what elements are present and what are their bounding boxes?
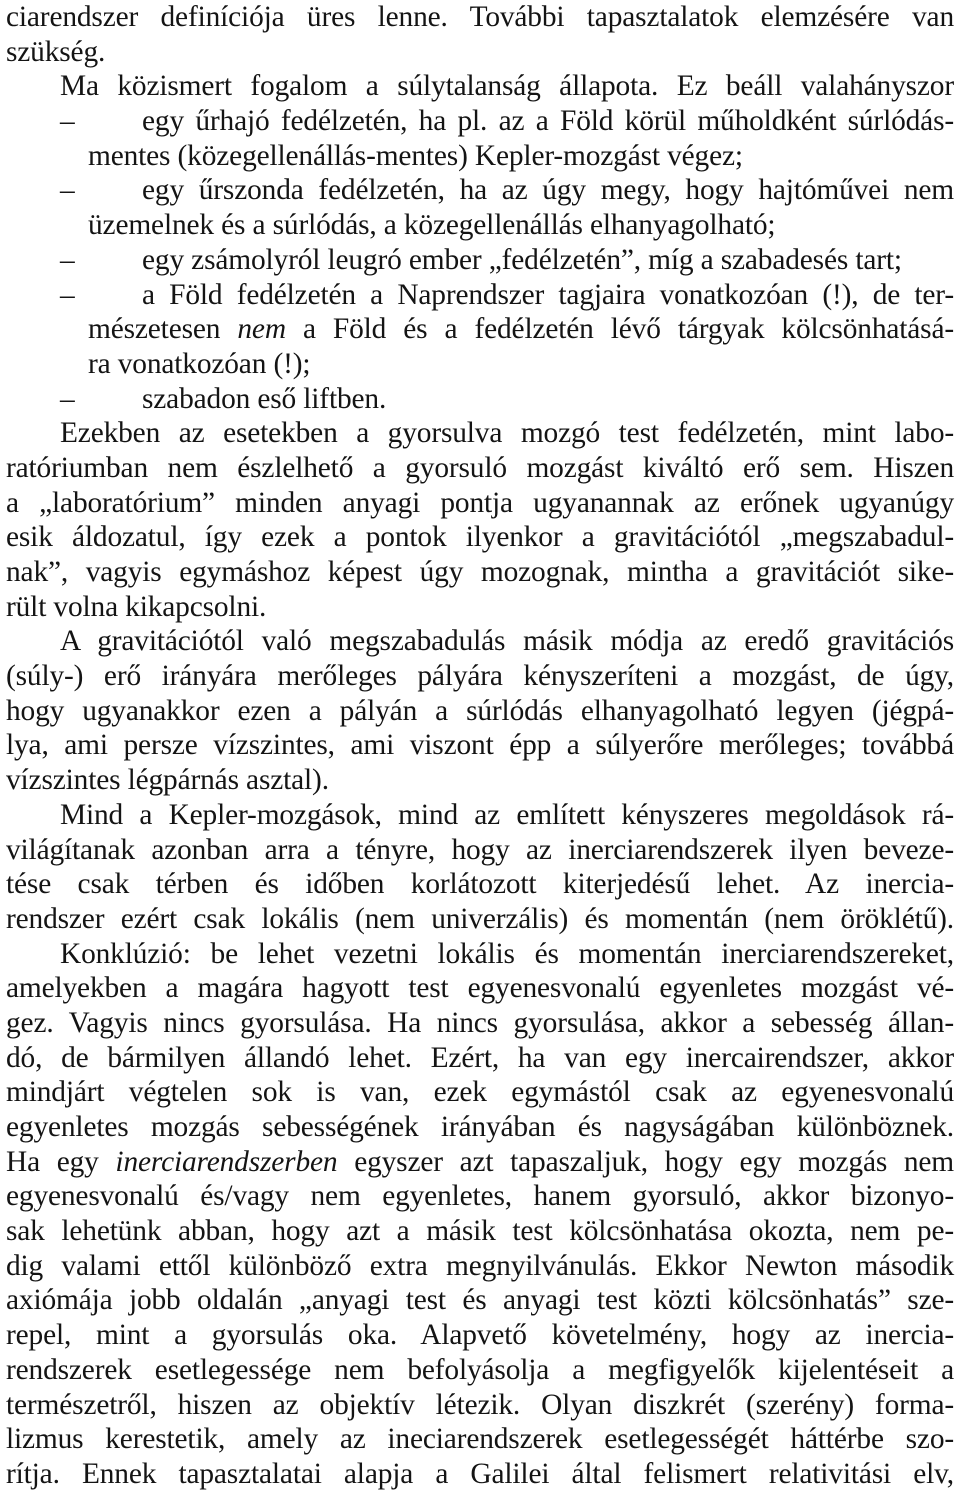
- text-line: [6, 590, 954, 625]
- text-segment: egy űrszonda fedélzetén, ha az úgy megy, hogy hajtóművei nem: [142, 174, 954, 207]
- text-line: [6, 1041, 954, 1076]
- text-segment: egy zsámolyról leugró ember „fedélzetén”, míg a szabadesés tart;: [142, 243, 902, 276]
- text-segment: egy űrhajó fedélzetén, ha pl. az a Föld körül műholdként súrlódás-: [142, 105, 954, 138]
- text-line: [6, 1422, 954, 1457]
- text-line: [6, 416, 954, 451]
- text-segment: egyszer azt tapaszaljuk, hogy egy mozgás nem: [337, 1145, 954, 1178]
- text-segment: axiómája jobb oldalán „anyagi test és anyagi test közti kölcsönhatás” sze-: [6, 1284, 954, 1317]
- text-segment: rendszerek esetlegessége nem befolyásolja a megfigyelők kijelentéseit a: [6, 1353, 954, 1386]
- text-segment: dig valami ettől különböző extra megnyilvánulás. Ekkor Newton második: [6, 1249, 954, 1282]
- text-line: [6, 312, 954, 347]
- text-segment: repel, mint a gyorsulás oka. Alapvető követelmény, hogy az inercia-: [6, 1319, 954, 1352]
- text-segment: rült volna kikapcsolni.: [6, 590, 267, 623]
- text-line: [6, 798, 954, 833]
- text-segment: a Föld és a fedélzetén lévő tárgyak kölcsönhatásá-: [285, 313, 954, 346]
- text-line: [6, 0, 954, 35]
- text-line: [6, 763, 954, 798]
- text-segment: nak”, vagyis egymáshoz képest úgy mozognak, mintha a gravitációt sike-: [6, 556, 954, 588]
- text-segment: ra vonatkozóan (!);: [88, 347, 311, 380]
- list-item-text: [142, 278, 954, 313]
- text-segment: amelyekben a magára hagyott test egyenesvonalú egyenletes mozgást vé-: [6, 972, 954, 1005]
- text-segment: esik áldozatul, így ezek a pontok ilyenkor a gravitációtól „megszabadul-: [6, 521, 954, 554]
- text-segment: Ha egy: [6, 1145, 116, 1178]
- text-segment: egyenesvonalú és/vagy nem egyenletes, hanem gyorsuló, akkor bizonyo-: [6, 1180, 954, 1213]
- text-segment: a „laboratórium” minden anyagi pontja ugyanannak az erőnek ugyanúgy: [6, 486, 954, 519]
- text-segment: (súly-) erő irányára merőleges pályára kényszeríteni a mozgást, de úgy,: [6, 660, 954, 693]
- text-line: [6, 104, 954, 139]
- text-line: [6, 139, 954, 174]
- text-line: [6, 1353, 954, 1388]
- text-line: [6, 1214, 954, 1249]
- text-segment: Ma közismert fogalom a súlytalanság állapota. Ez beáll valahányszor: [60, 70, 954, 103]
- text-segment: gez. Vagyis nincs gyorsulása. Ha nincs gyorsulása, akkor a sebesség állan-: [6, 1006, 954, 1039]
- text-segment: Konklúzió: be lehet vezetni lokális és momentán inerciarendszereket,: [60, 937, 954, 970]
- text-line: [6, 1075, 954, 1110]
- text-line: [6, 1318, 954, 1353]
- text-segment: világítanak azonban arra a tényre, hogy az inerciarendszerek ilyen beveze-: [6, 833, 954, 866]
- text-segment: Ezekben az esetekben a gyorsulva mozgó test fedélzetén, mint labo-: [60, 417, 954, 450]
- text-segment: rendszer ezért csak lokális (nem univerzális) és momentán (nem öröklétű).: [6, 902, 954, 935]
- text-line: [6, 35, 954, 70]
- text-segment: rítja. Ennek tapasztalatai alapja a Galilei által felismert relativitási elv,: [6, 1457, 954, 1490]
- text-segment: üzemelnek és a súrlódás, a közegellenállás elhanyagolható;: [88, 209, 776, 242]
- italic-text: nem: [237, 313, 286, 346]
- text-line: [6, 659, 954, 694]
- list-dash: –: [60, 174, 75, 207]
- text-line: [6, 902, 954, 937]
- list-item-text: [142, 243, 954, 278]
- text-segment: természetről, hiszen az objektív létezik. Olyan diszkrét (szerény) forma-: [6, 1388, 954, 1421]
- italic-text: inerciarendszerben: [115, 1145, 338, 1178]
- text-segment: A gravitációtól való megszabadulás másik módja az eredő gravitációs: [60, 625, 954, 658]
- text-segment: dó, de bármilyen állandó lehet. Ezért, ha van egy inercairendszer, akkor: [6, 1041, 954, 1074]
- text-segment: szabadon eső liftben.: [142, 382, 387, 415]
- list-dash: –: [60, 243, 75, 276]
- text-segment: mészetesen: [88, 313, 238, 346]
- text-segment: mindjárt végtelen sok is van, ezek egymástól csak az egyenesvonalú: [6, 1076, 954, 1109]
- text-segment: lya, ami persze vízszintes, ami viszont épp a súlyerőre merőleges; továbbá: [6, 729, 954, 762]
- text-segment: mentes (közegellenállás-mentes) Kepler-mozgást végez;: [88, 139, 743, 172]
- document-page: [6, 0, 954, 1492]
- text-line: [6, 728, 954, 763]
- text-line: [6, 555, 954, 590]
- text-segment: Mind a Kepler-mozgások, mind az említett kényszeres megoldások rá-: [60, 798, 954, 831]
- text-line: [6, 1145, 954, 1180]
- text-line: [6, 694, 954, 729]
- text-segment: hogy ugyanakkor ezen a pályán a súrlódás elhanyagolható legyen (jégpá-: [6, 694, 954, 727]
- text-segment: sak lehetünk abban, hogy azt a másik test kölcsönhatása okozta, nem pe-: [6, 1215, 954, 1248]
- text-line: [6, 278, 954, 313]
- text-line: [6, 451, 954, 486]
- list-dash: –: [60, 105, 75, 138]
- text-segment: egyenletes mozgás sebességének irányában és nagyságában különböznek.: [6, 1111, 954, 1143]
- text-line: [6, 1457, 954, 1492]
- text-line: [6, 867, 954, 902]
- text-segment: lizmus kerestetik, amely az ineciarendszerek esetlegességét háttérbe szo-: [6, 1423, 954, 1456]
- text-line: [6, 1388, 954, 1423]
- text-line: [6, 1283, 954, 1318]
- text-line: [6, 243, 954, 278]
- text-line: [6, 833, 954, 868]
- list-dash: –: [60, 278, 75, 311]
- list-dash: –: [60, 382, 75, 415]
- list-item-text: [142, 382, 954, 417]
- text-line: [6, 1110, 954, 1145]
- text-segment: a Föld fedélzetén a Naprendszer tagjaira vonatkozóan (!), de ter-: [142, 278, 954, 311]
- text-line: [6, 382, 954, 417]
- text-line: [6, 1179, 954, 1214]
- text-line: [6, 208, 954, 243]
- text-segment: ciarendszer definíciója üres lenne. További tapasztalatok elemzésére van: [6, 1, 954, 33]
- text-line: [6, 971, 954, 1006]
- text-line: [6, 520, 954, 555]
- list-item-text: [142, 104, 954, 139]
- text-line: [6, 486, 954, 521]
- list-item-text: [142, 173, 954, 208]
- text-segment: vízszintes légpárnás asztal).: [6, 764, 329, 797]
- text-line: [6, 937, 954, 972]
- text-line: [6, 173, 954, 208]
- text-line: [6, 1006, 954, 1041]
- text-segment: szükség.: [6, 35, 106, 68]
- text-segment: tése csak térben és időben korlátozott kiterjedésű lehet. Az inercia-: [6, 868, 954, 901]
- text-line: [6, 347, 954, 382]
- text-line: [6, 624, 954, 659]
- text-line: [6, 69, 954, 104]
- text-line: [6, 1249, 954, 1284]
- text-segment: ratóriumban nem észlelhető a gyorsuló mozgást kiváltó erő sem. Hiszen: [6, 451, 954, 484]
